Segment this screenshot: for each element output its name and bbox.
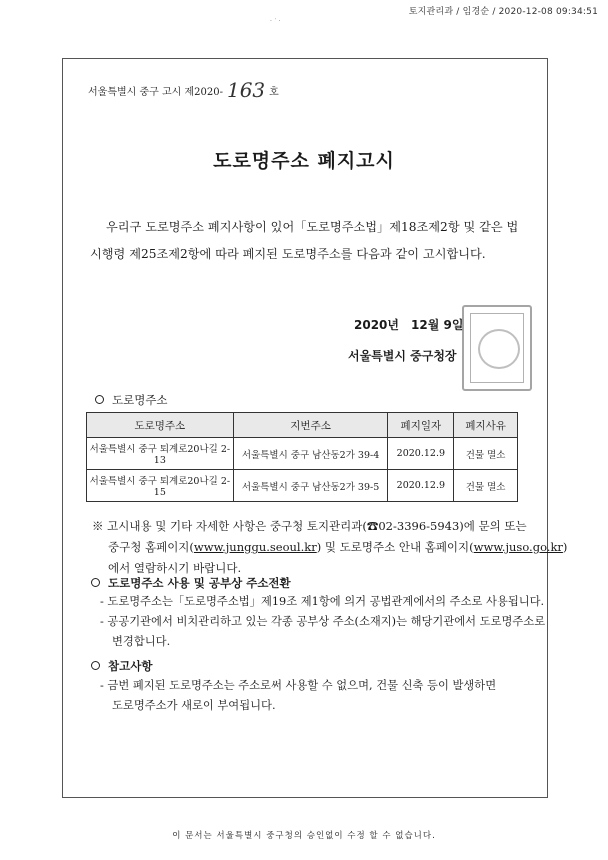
table-row xyxy=(87,438,518,470)
notice-number xyxy=(88,76,279,100)
list-item: - 금번 폐지된 도로명주소는 주소로써 사용할 수 없으며, 건물 신축 등이 발생하면 xyxy=(100,679,497,692)
section-heading-text: 도로명주소 xyxy=(112,393,168,407)
notice-number-suffix: 호 xyxy=(269,87,279,98)
inquiry-note xyxy=(92,516,568,579)
table-header-cell: 도로명주소 xyxy=(87,413,234,438)
list-item: - 도로명주소는「도로명주소법」제19조 제1항에 의거 공법관계에서의 주소로 사용됩니다. xyxy=(100,595,545,608)
notice-body-line-1: 우리구 도로명주소 폐지사항이 있어「도로명주소법」제18조제2항 및 같은 법 xyxy=(106,220,519,234)
scan-specks: · ˙ · xyxy=(270,18,281,25)
list-item: - 공공기관에서 비치관리하고 있는 각종 공부상 주소(소재지)는 해당기관에서 도로명주소로 xyxy=(100,615,546,628)
table-cell: 건물 멸소 xyxy=(454,470,518,502)
table-header-cell: 폐지사유 xyxy=(454,413,518,438)
section-heading-address-usage xyxy=(91,575,291,591)
notice-number-handwritten: 163 xyxy=(226,78,266,102)
note-text: 중구청 홈페이지( xyxy=(108,540,194,554)
note-text: ) 및 도로명주소 안내 홈페이지( xyxy=(316,540,474,554)
table-header-cell: 폐지일자 xyxy=(388,413,454,438)
note-line: ※ 고시내용 및 기타 자세한 사항은 중구청 토지관리과(☎02-3396-5943)에 문의 또는 xyxy=(92,519,527,533)
page-title: 도로명주소 폐지고시 xyxy=(213,150,395,172)
table-header-cell: 지번주소 xyxy=(233,413,388,438)
circle-bullet-icon xyxy=(91,661,100,670)
table-cell: 서울특별시 중구 남산동2가 39-4 xyxy=(233,438,388,470)
table-cell: 2020.12.9 xyxy=(388,470,454,502)
section-heading-text: 도로명주소 사용 및 공부상 주소전환 xyxy=(108,576,291,590)
table-cell: 서울특별시 중구 남산동2가 39-5 xyxy=(233,470,388,502)
notice-date-year: 2020년 xyxy=(354,318,399,332)
notice-date xyxy=(354,316,475,333)
official-seal-stamp xyxy=(462,305,532,391)
abolished-address-table xyxy=(86,412,518,502)
section-heading-reference xyxy=(91,658,152,674)
table-cell: 서울특별시 중구 퇴계로20나길 2-15 xyxy=(87,470,234,502)
table-cell: 건물 멸소 xyxy=(454,438,518,470)
note-line xyxy=(92,537,568,558)
circle-bullet-icon xyxy=(95,395,104,404)
section-heading-text: 참고사항 xyxy=(108,659,153,673)
document-footer: 이 문서는 서울특별시 중구청의 승인없이 수정 할 수 없습니다. xyxy=(172,831,436,841)
notice-date-monthday: 12월 9일 xyxy=(411,318,464,332)
notice-signer: 서울특별시 중구청장 xyxy=(348,349,457,363)
juso-homepage-link[interactable]: www.juso.go.kr xyxy=(473,540,563,554)
list-item-continuation: 도로명주소가 새로이 부여됩니다. xyxy=(112,699,276,712)
document-log-stamp: 토지관리과 / 임경순 / 2020-12-08 09:34:51 xyxy=(408,7,598,17)
notice-body-line-2: 시행령 제25조제2항에 따라 폐지된 도로명주소를 다음과 같이 고시합니다. xyxy=(90,247,486,261)
junggu-homepage-link[interactable]: www.junggu.seoul.kr xyxy=(193,540,317,554)
circle-bullet-icon xyxy=(91,578,100,587)
notice-number-prefix: 서울특별시 중구 고시 제2020- xyxy=(88,87,223,98)
table-header-row xyxy=(87,413,518,438)
note-line: 에서 열람하시기 바랍니다. xyxy=(108,561,242,575)
list-item-continuation: 변경합니다. xyxy=(112,635,171,648)
section-heading-road-address xyxy=(95,392,168,408)
reference-items xyxy=(100,676,540,716)
note-text: ) xyxy=(562,540,568,554)
table-row xyxy=(87,470,518,502)
address-usage-items xyxy=(100,592,546,652)
table-cell: 서울특별시 중구 퇴계로20나길 2-13 xyxy=(87,438,234,470)
table-cell: 2020.12.9 xyxy=(388,438,454,470)
